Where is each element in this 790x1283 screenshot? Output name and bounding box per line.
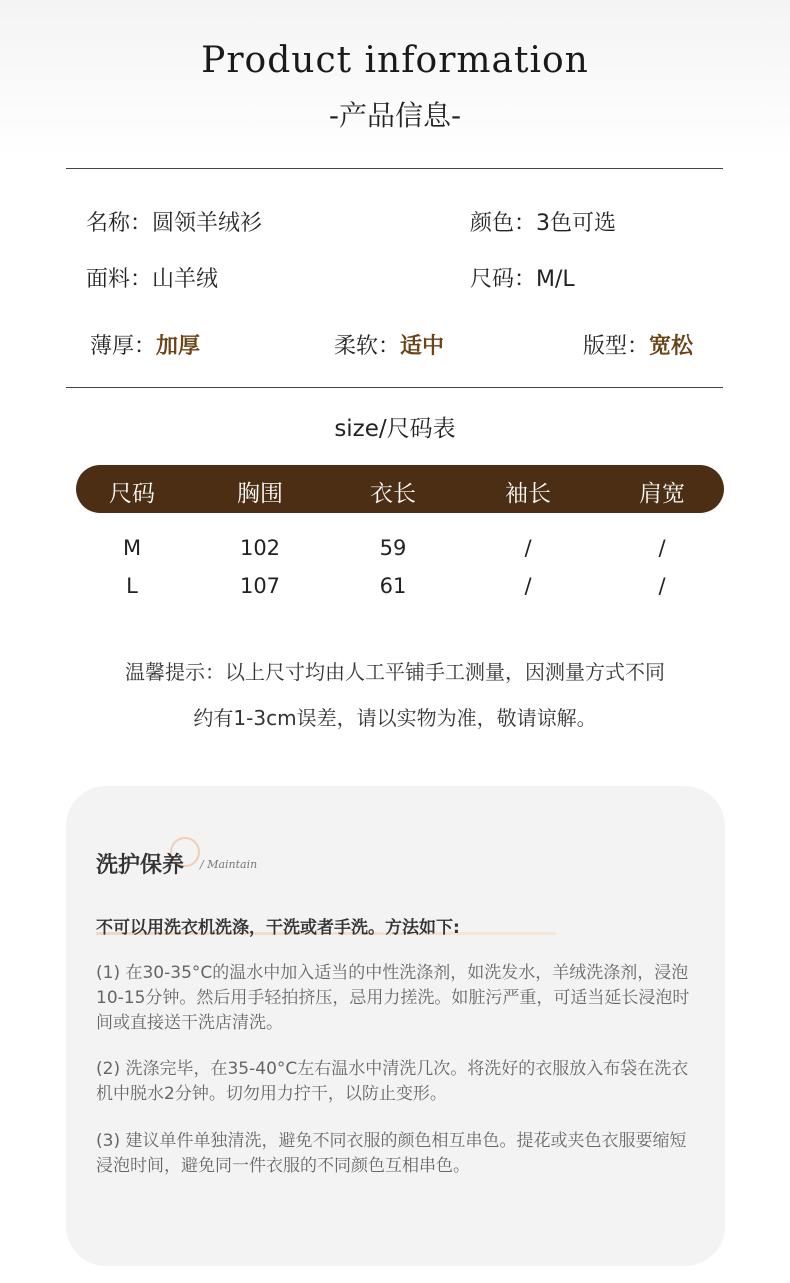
- info-size-value: M/L: [536, 267, 575, 292]
- header-length: 衣长: [370, 481, 416, 507]
- info-thickness-label: 薄厚：: [90, 334, 157, 359]
- info-name-value: 圆领羊绒衫: [152, 211, 263, 236]
- cell-chest: 102: [239, 536, 281, 560]
- info-fit-value: 宽松: [649, 334, 694, 359]
- divider-bottom: [66, 387, 723, 388]
- info-fit: [583, 329, 693, 360]
- info-fabric-value: 山羊绒: [152, 267, 219, 292]
- cell-shoulder: /: [658, 574, 666, 598]
- page-title-en: Product information: [201, 40, 589, 81]
- header-size: 尺码: [109, 481, 155, 507]
- header-chest: 胸围: [237, 481, 283, 507]
- info-size: [470, 262, 575, 293]
- cell-length: 59: [379, 536, 407, 560]
- care-title: 洗护保养: [96, 853, 185, 878]
- page-title-cn: -产品信息-: [328, 99, 462, 132]
- care-method: 不可以用洗衣机洗涤，干洗或者手洗。方法如下:: [96, 918, 460, 938]
- size-table-header: [76, 465, 724, 513]
- header-sleeve: 袖长: [505, 481, 551, 507]
- tip-line-2: 约有1-3cm误差，请以实物为准，敬请谅解。: [193, 706, 597, 730]
- care-paragraph-1: (1) 在30-35°C的温水中加入适当的中性洗涤剂，如洗发水，羊绒洗涤剂，浸泡10-15分钟。然后用手轻拍挤压，忌用力搓洗。如脏污严重，可适当延长浸泡时间或直接送干洗店清洗。: [96, 963, 690, 1033]
- tip-line-1: 温馨提示：以上尺寸均由人工平铺手工测量，因测量方式不同: [125, 660, 665, 684]
- size-table-title: size/尺码表: [334, 416, 456, 442]
- cell-size: L: [126, 574, 138, 598]
- info-color-value: 3色可选: [536, 211, 617, 236]
- cell-size: M: [122, 536, 142, 560]
- cell-sleeve: /: [524, 574, 532, 598]
- info-name-label: 名称：: [86, 211, 153, 236]
- care-paragraph-2: (2) 洗涤完毕，在35-40°C左右温水中清洗几次。将洗好的衣服放入布袋在洗衣机中脱水2分钟。切勿用力拧干，以防止变形。: [96, 1059, 689, 1104]
- info-thickness: [90, 329, 200, 360]
- cell-sleeve: /: [524, 536, 532, 560]
- care-subtitle: / Maintain: [200, 858, 258, 871]
- table-row: [0, 574, 790, 604]
- care-paragraph-3: (3) 建议单件单独清洗，避免不同衣服的颜色相互串色。提花或夹色衣服要缩短浸泡时间，避免同一件衣服的不同颜色互相串色。: [96, 1131, 687, 1176]
- info-color: [470, 206, 616, 237]
- cell-shoulder: /: [658, 536, 666, 560]
- info-softness-label: 柔软：: [334, 334, 401, 359]
- info-thickness-value: 加厚: [156, 334, 201, 359]
- cell-chest: 107: [239, 574, 281, 598]
- info-fabric-label: 面料：: [86, 267, 153, 292]
- info-name: [86, 206, 262, 237]
- table-row: [0, 536, 790, 566]
- divider-top: [66, 168, 723, 169]
- info-softness: [334, 329, 444, 360]
- info-softness-value: 适中: [400, 334, 445, 359]
- info-fit-label: 版型：: [583, 334, 650, 359]
- info-color-label: 颜色：: [470, 211, 537, 236]
- cell-length: 61: [379, 574, 407, 598]
- info-size-label: 尺码：: [470, 267, 537, 292]
- header-shoulder: 肩宽: [639, 481, 685, 507]
- info-fabric: [86, 262, 218, 293]
